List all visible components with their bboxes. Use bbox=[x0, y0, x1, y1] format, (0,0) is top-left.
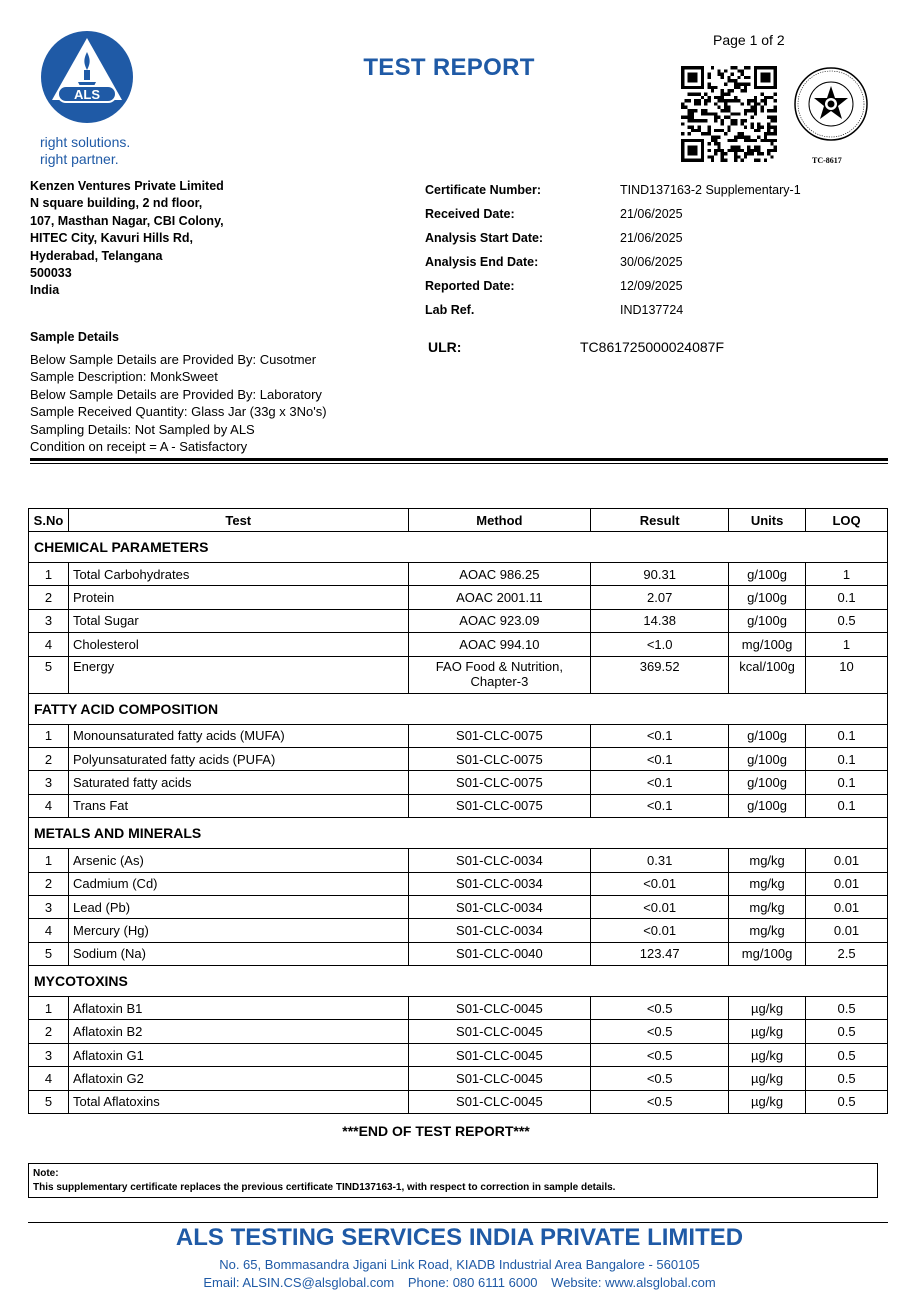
address-line: 500033 bbox=[30, 266, 72, 281]
result-cell: <0.5 bbox=[591, 1090, 729, 1113]
loq-cell: 0.1 bbox=[806, 747, 888, 770]
cert-value: 21/06/2025 bbox=[620, 207, 683, 221]
table-row bbox=[29, 942, 888, 965]
contact-website: Website: www.alsglobal.com bbox=[551, 1275, 716, 1290]
company-address: No. 65, Bommasandra Jigani Link Road, KIADB Industrial Area Bangalore - 560105 bbox=[219, 1257, 700, 1272]
loq-cell: 1 bbox=[806, 633, 888, 656]
section-title: METALS AND MINERALS bbox=[29, 818, 888, 849]
sample-details-title: Sample Details bbox=[30, 330, 119, 344]
method-cell: S01-CLC-0045 bbox=[408, 1090, 591, 1113]
sample-line: Below Sample Details are Provided By: Laboratory bbox=[30, 386, 322, 402]
method-cell: S01-CLC-0034 bbox=[408, 872, 591, 895]
result-cell: <0.1 bbox=[591, 747, 729, 770]
section-title: FATTY ACID COMPOSITION bbox=[29, 693, 888, 724]
table-row bbox=[29, 609, 888, 632]
table-row bbox=[29, 563, 888, 586]
address-line: India bbox=[30, 283, 60, 298]
sno-cell: 2 bbox=[29, 586, 69, 609]
test-cell: Aflatoxin B2 bbox=[68, 1020, 408, 1043]
test-cell: Total Sugar bbox=[68, 609, 408, 632]
test-cell: Total Aflatoxins bbox=[68, 1090, 408, 1113]
test-cell: Trans Fat bbox=[68, 794, 408, 817]
section-header-row bbox=[29, 818, 888, 849]
section-title: MYCOTOXINS bbox=[29, 966, 888, 997]
column-header: Result bbox=[591, 509, 729, 532]
table-row bbox=[29, 919, 888, 942]
units-cell: mg/100g bbox=[729, 633, 806, 656]
method-cell: AOAC 986.25 bbox=[408, 563, 591, 586]
note-box bbox=[28, 1163, 878, 1198]
sno-cell: 2 bbox=[29, 1020, 69, 1043]
address-line: Kenzen Ventures Private Limited bbox=[30, 179, 224, 193]
loq-cell: 0.01 bbox=[806, 895, 888, 918]
test-cell: Total Carbohydrates bbox=[68, 563, 408, 586]
tagline-line: right solutions. bbox=[40, 134, 131, 150]
section-header-row bbox=[29, 693, 888, 724]
method-cell: S01-CLC-0075 bbox=[408, 724, 591, 747]
method-cell: S01-CLC-0034 bbox=[408, 849, 591, 872]
sample-line: Below Sample Details are Provided By: Cusotmer bbox=[30, 352, 317, 367]
test-cell: Polyunsaturated fatty acids (PUFA) bbox=[68, 747, 408, 770]
loq-cell: 10 bbox=[806, 656, 888, 693]
column-header: Test bbox=[68, 509, 408, 532]
section-title: CHEMICAL PARAMETERS bbox=[29, 532, 888, 563]
table-row bbox=[29, 1090, 888, 1113]
address-line: HITEC City, Kavuri Hills Rd, bbox=[30, 231, 193, 246]
result-cell: 2.07 bbox=[591, 586, 729, 609]
table-row bbox=[29, 1067, 888, 1090]
table-row bbox=[29, 771, 888, 794]
table-row bbox=[29, 1043, 888, 1066]
result-cell: <0.01 bbox=[591, 895, 729, 918]
loq-cell: 2.5 bbox=[806, 942, 888, 965]
ulr-value: TC861725000024087F bbox=[580, 339, 725, 355]
units-cell: kcal/100g bbox=[729, 656, 806, 693]
units-cell: g/100g bbox=[729, 586, 806, 609]
cert-label: Received Date: bbox=[425, 207, 515, 221]
sno-cell: 3 bbox=[29, 609, 69, 632]
report-title: TEST REPORT bbox=[363, 54, 535, 81]
sno-cell: 5 bbox=[29, 656, 69, 693]
sno-cell: 4 bbox=[29, 919, 69, 942]
section-header-row bbox=[29, 966, 888, 997]
cert-value: 21/06/2025 bbox=[620, 231, 683, 245]
table-row bbox=[29, 872, 888, 895]
tagline bbox=[40, 134, 130, 168]
sno-cell: 5 bbox=[29, 942, 69, 965]
result-cell: <0.5 bbox=[591, 997, 729, 1020]
contact-phone: Phone: 080 6111 6000 bbox=[407, 1275, 538, 1290]
cert-label: Analysis End Date: bbox=[425, 255, 539, 269]
address-line: 107, Masthan Nagar, CBI Colony, bbox=[30, 213, 224, 228]
sno-cell: 1 bbox=[29, 997, 69, 1020]
sample-line: Sampling Details: Not Sampled by ALS bbox=[30, 421, 255, 437]
sample-line: Sample Description: MonkSweet bbox=[30, 369, 218, 385]
result-cell: 0.31 bbox=[591, 849, 729, 872]
address-line: N square building, 2 nd floor, bbox=[30, 196, 203, 211]
column-header: LOQ bbox=[806, 509, 888, 532]
table-row bbox=[29, 849, 888, 872]
result-cell: 90.31 bbox=[591, 563, 729, 586]
test-cell: Protein bbox=[68, 586, 408, 609]
test-cell: Mercury (Hg) bbox=[68, 919, 408, 942]
cert-label: Certificate Number: bbox=[425, 183, 541, 197]
contact-email: Email: ALSIN.CS@alsglobal.com bbox=[203, 1275, 395, 1290]
method-cell: S01-CLC-0034 bbox=[408, 895, 591, 918]
result-cell: <1.0 bbox=[591, 633, 729, 656]
units-cell: mg/kg bbox=[729, 849, 806, 872]
ulr-label: ULR: bbox=[428, 339, 462, 355]
method-cell: S01-CLC-0034 bbox=[408, 919, 591, 942]
loq-cell: 0.1 bbox=[806, 586, 888, 609]
end-of-report: ***END OF TEST REPORT*** bbox=[342, 1123, 530, 1139]
table-row bbox=[29, 1020, 888, 1043]
test-cell: Cadmium (Cd) bbox=[68, 872, 408, 895]
loq-cell: 0.5 bbox=[806, 1067, 888, 1090]
loq-cell: 0.5 bbox=[806, 1020, 888, 1043]
qr-code-icon bbox=[681, 66, 777, 162]
method-cell: AOAC 923.09 bbox=[408, 609, 591, 632]
section-header-row bbox=[29, 532, 888, 563]
results-table bbox=[28, 508, 888, 1114]
table-row bbox=[29, 747, 888, 770]
sno-cell: 1 bbox=[29, 724, 69, 747]
loq-cell: 0.5 bbox=[806, 997, 888, 1020]
test-cell: Saturated fatty acids bbox=[68, 771, 408, 794]
sno-cell: 1 bbox=[29, 849, 69, 872]
sno-cell: 3 bbox=[29, 771, 69, 794]
result-cell: <0.01 bbox=[591, 872, 729, 895]
units-cell: mg/kg bbox=[729, 895, 806, 918]
loq-cell: 0.01 bbox=[806, 849, 888, 872]
cert-value: 12/09/2025 bbox=[620, 279, 683, 293]
loq-cell: 0.01 bbox=[806, 872, 888, 895]
units-cell: g/100g bbox=[729, 747, 806, 770]
cert-label: Analysis Start Date: bbox=[425, 231, 544, 245]
sample-line: Sample Received Quantity: Glass Jar (33g x 3No's) bbox=[30, 404, 327, 420]
note-label: Note: bbox=[33, 1168, 59, 1179]
column-header: S.No bbox=[29, 509, 69, 532]
method-cell: S01-CLC-0075 bbox=[408, 747, 591, 770]
cert-label: Reported Date: bbox=[425, 279, 515, 293]
note-text: This supplementary certificate replaces the previous certificate TIND137163-1, with respect to correction in sample details. bbox=[33, 1182, 616, 1193]
loq-cell: 0.5 bbox=[806, 1090, 888, 1113]
loq-cell: 0.1 bbox=[806, 724, 888, 747]
method-cell: FAO Food & Nutrition, Chapter-3 bbox=[408, 656, 591, 693]
logo-text: ALS bbox=[74, 87, 100, 102]
test-cell: Monounsaturated fatty acids (MUFA) bbox=[68, 724, 408, 747]
table-header-row bbox=[29, 509, 888, 532]
result-cell: <0.5 bbox=[591, 1043, 729, 1066]
result-cell: 123.47 bbox=[591, 942, 729, 965]
method-cell: AOAC 2001.11 bbox=[408, 586, 591, 609]
result-cell: 369.52 bbox=[591, 656, 729, 693]
result-cell: <0.01 bbox=[591, 919, 729, 942]
result-cell: <0.5 bbox=[591, 1020, 729, 1043]
table-row bbox=[29, 895, 888, 918]
tagline-line: right partner. bbox=[40, 151, 119, 167]
divider bbox=[30, 458, 888, 461]
method-cell: S01-CLC-0040 bbox=[408, 942, 591, 965]
seal-code: TC-8617 bbox=[812, 156, 842, 165]
result-cell: <0.1 bbox=[591, 724, 729, 747]
column-header: Method bbox=[408, 509, 591, 532]
units-cell: g/100g bbox=[729, 724, 806, 747]
units-cell: µg/kg bbox=[729, 1020, 806, 1043]
units-cell: g/100g bbox=[729, 794, 806, 817]
units-cell: g/100g bbox=[729, 609, 806, 632]
units-cell: mg/kg bbox=[729, 872, 806, 895]
column-header: Units bbox=[729, 509, 806, 532]
test-cell: Sodium (Na) bbox=[68, 942, 408, 965]
table-row bbox=[29, 633, 888, 656]
sno-cell: 4 bbox=[29, 794, 69, 817]
cert-value: TIND137163-2 Supplementary-1 bbox=[620, 183, 801, 197]
company-contact bbox=[0, 1275, 919, 1290]
sno-cell: 2 bbox=[29, 747, 69, 770]
sno-cell: 4 bbox=[29, 1067, 69, 1090]
method-cell: S01-CLC-0045 bbox=[408, 1020, 591, 1043]
method-cell: S01-CLC-0075 bbox=[408, 794, 591, 817]
method-cell: S01-CLC-0075 bbox=[408, 771, 591, 794]
table-row bbox=[29, 656, 888, 693]
sno-cell: 4 bbox=[29, 633, 69, 656]
sno-cell: 2 bbox=[29, 872, 69, 895]
table-row bbox=[29, 997, 888, 1020]
cert-label: Lab Ref. bbox=[425, 303, 475, 317]
loq-cell: 0.1 bbox=[806, 794, 888, 817]
method-cell: S01-CLC-0045 bbox=[408, 1043, 591, 1066]
test-cell: Lead (Pb) bbox=[68, 895, 408, 918]
units-cell: µg/kg bbox=[729, 1090, 806, 1113]
test-cell: Cholesterol bbox=[68, 633, 408, 656]
units-cell: µg/kg bbox=[729, 1067, 806, 1090]
sno-cell: 5 bbox=[29, 1090, 69, 1113]
test-cell: Arsenic (As) bbox=[68, 849, 408, 872]
loq-cell: 0.5 bbox=[806, 1043, 888, 1066]
company-name: ALS TESTING SERVICES INDIA PRIVATE LIMITED bbox=[175, 1224, 744, 1251]
units-cell: mg/100g bbox=[729, 942, 806, 965]
test-cell: Aflatoxin G2 bbox=[68, 1067, 408, 1090]
cert-value: IND137724 bbox=[620, 303, 684, 317]
table-row bbox=[29, 586, 888, 609]
loq-cell: 1 bbox=[806, 563, 888, 586]
units-cell: mg/kg bbox=[729, 919, 806, 942]
client-address bbox=[30, 178, 224, 300]
table-row bbox=[29, 724, 888, 747]
result-cell: <0.1 bbox=[591, 771, 729, 794]
sno-cell: 3 bbox=[29, 1043, 69, 1066]
units-cell: µg/kg bbox=[729, 997, 806, 1020]
method-cell: AOAC 994.10 bbox=[408, 633, 591, 656]
loq-cell: 0.1 bbox=[806, 771, 888, 794]
address-line: Hyderabad, Telangana bbox=[30, 248, 163, 263]
footer-divider bbox=[28, 1222, 888, 1223]
units-cell: g/100g bbox=[729, 771, 806, 794]
result-cell: <0.5 bbox=[591, 1067, 729, 1090]
accreditation-seal-icon bbox=[793, 66, 869, 142]
loq-cell: 0.01 bbox=[806, 919, 888, 942]
cert-value: 30/06/2025 bbox=[620, 255, 683, 269]
test-cell: Aflatoxin G1 bbox=[68, 1043, 408, 1066]
sample-details bbox=[30, 351, 327, 455]
result-cell: 14.38 bbox=[591, 609, 729, 632]
test-cell: Aflatoxin B1 bbox=[68, 997, 408, 1020]
units-cell: g/100g bbox=[729, 563, 806, 586]
als-logo-icon bbox=[40, 30, 134, 124]
divider bbox=[30, 463, 888, 464]
test-cell: Energy bbox=[68, 656, 408, 693]
sno-cell: 1 bbox=[29, 563, 69, 586]
sample-line: Condition on receipt = A - Satisfactory bbox=[30, 439, 248, 455]
table-row bbox=[29, 794, 888, 817]
page-number: Page 1 of 2 bbox=[713, 32, 785, 48]
method-cell: S01-CLC-0045 bbox=[408, 997, 591, 1020]
sno-cell: 3 bbox=[29, 895, 69, 918]
loq-cell: 0.5 bbox=[806, 609, 888, 632]
units-cell: µg/kg bbox=[729, 1043, 806, 1066]
result-cell: <0.1 bbox=[591, 794, 729, 817]
method-cell: S01-CLC-0045 bbox=[408, 1067, 591, 1090]
